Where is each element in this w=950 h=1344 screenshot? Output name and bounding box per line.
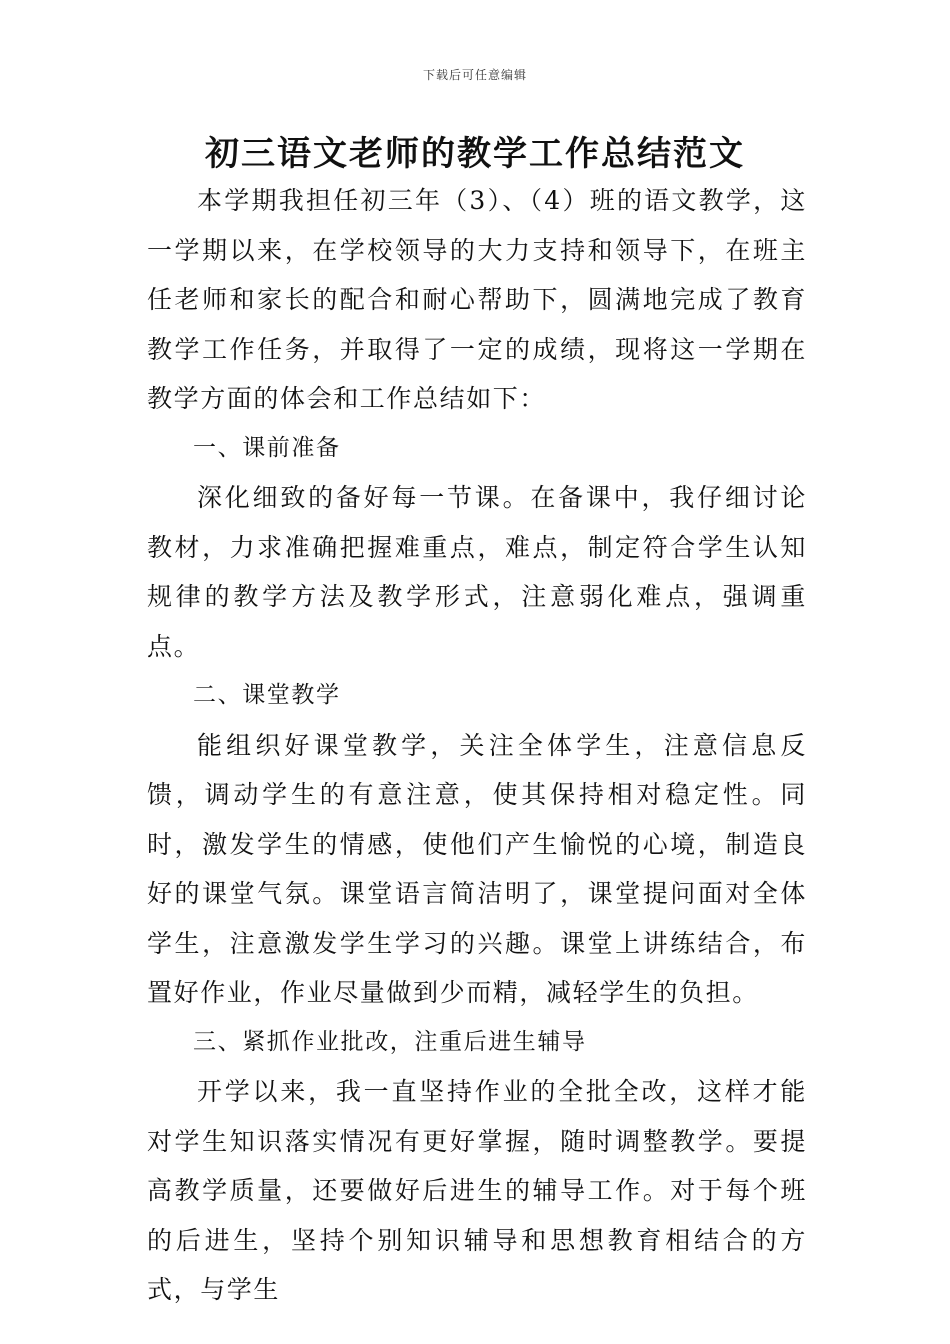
section-heading-1: 一、课前准备 [193,434,341,461]
section-paragraph-1: 深化细致的备好每一节课。在备课中，我仔细讨论教材，力求准确把握难重点，难点，制定符合学生认知规律的教学方法及教学形式，注意弱化难点，强调重点。 [147,483,807,661]
section-heading-2: 二、课堂教学 [193,682,341,708]
intro-paragraph: 本学期我担任初三年（3）、（4）班的语文教学，这一学期以来，在学校领导的大力支持和领导下，在班主任老师和家长的配合和耐心帮助下，圆满地完成了教育教学工作任务，并取得了一定的成绩，现将这一学期在教学方面的体会和工作总结如下： [147,186,807,413]
document-title: 初三语文老师的教学工作总结范文 [205,134,745,174]
section-paragraph-2: 能组织好课堂教学，关注全体学生，注意信息反馈，调动学生的有意注意，使其保持相对稳定性。同时，激发学生的情感，使他们产生愉悦的心境，制造良好的课堂气氛。课堂语言简洁明了，课堂提问面对全体学生，注意激发学生学习的兴趣。课堂上讲练结合，布置好作业，作业尽量做到少而精，减轻学生的负担。 [147,730,807,1007]
section-paragraph-3: 开学以来，我一直坚持作业的全批全改，这样才能对学生知识落实情况有更好掌握，随时调整教学。要提高教学质量，还要做好后进生的辅导工作。对于每个班的后进生，坚持个别知识辅导和思想教育相结合的方式，与学生 [147,1077,807,1304]
document-body [147,176,807,1315]
section-heading-3: 三、紧抓作业批改，注重后进生辅导 [193,1028,587,1055]
header-note: 下载后可任意编辑 [422,68,527,82]
